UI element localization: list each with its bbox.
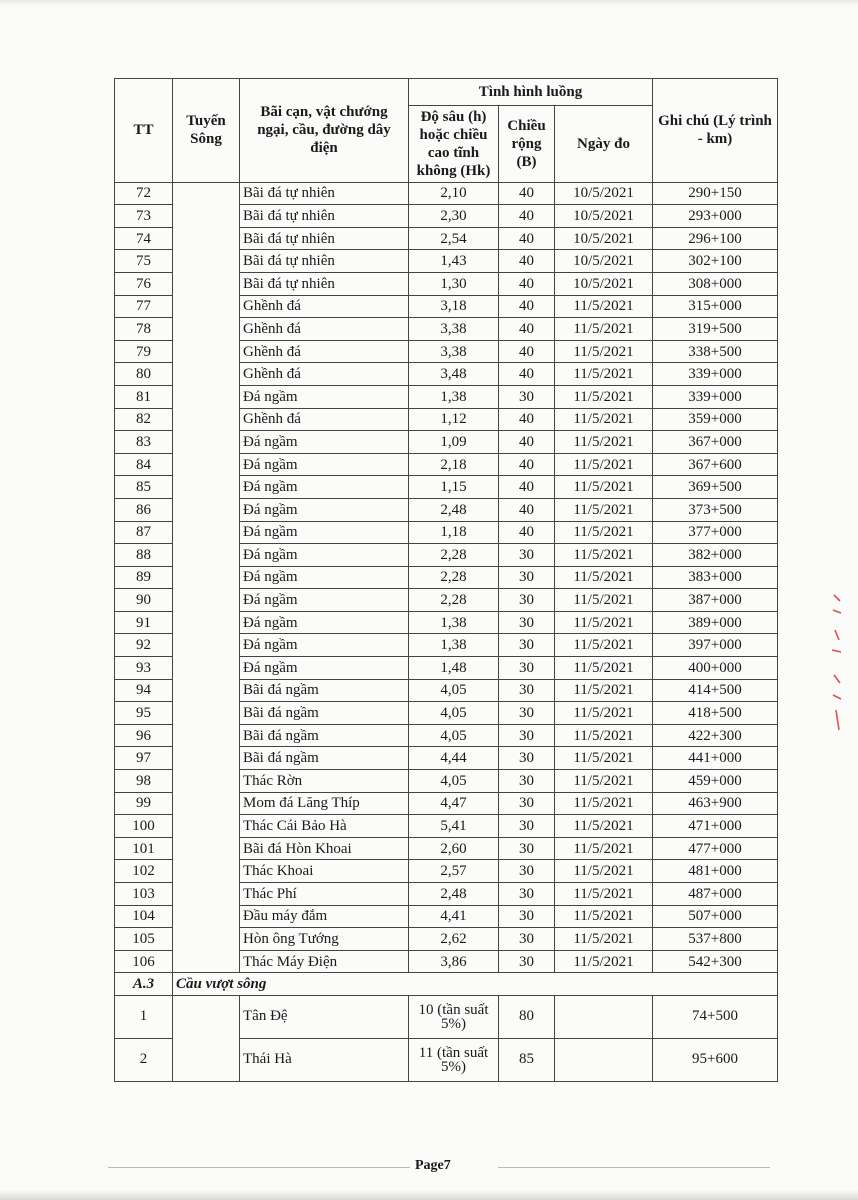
header-channel-status: Tình hình luồng: [409, 79, 653, 106]
survey-date: 11/5/2021: [555, 883, 653, 906]
row-number: 79: [115, 340, 173, 363]
obstacle-name: Ghềnh đá: [240, 408, 409, 431]
header-obstacle: Bãi cạn, vật chướng ngại, cầu, đường dây điện: [240, 79, 409, 183]
obstacle-name: Đá ngầm: [240, 498, 409, 521]
chainage-note: 367+000: [653, 431, 778, 454]
survey-date: 11/5/2021: [555, 837, 653, 860]
survey-date: 11/5/2021: [555, 611, 653, 634]
obstacle-name: Đá ngầm: [240, 566, 409, 589]
bridge-name: Tân Đệ: [240, 995, 409, 1038]
width-value: 30: [499, 385, 555, 408]
section-title: Cầu vượt sông: [173, 973, 778, 996]
row-number: 82: [115, 408, 173, 431]
depth-value: 1,38: [409, 611, 499, 634]
chainage-note: 481+000: [653, 860, 778, 883]
row-number: 81: [115, 385, 173, 408]
survey-date: 11/5/2021: [555, 815, 653, 838]
obstacle-name: Đá ngầm: [240, 385, 409, 408]
depth-value: 5,41: [409, 815, 499, 838]
obstacle-name: Đá ngầm: [240, 634, 409, 657]
row-number: 84: [115, 453, 173, 476]
obstacle-name: Hòn ông Tướng: [240, 928, 409, 951]
survey-date: 11/5/2021: [555, 634, 653, 657]
chainage-note: 296+100: [653, 227, 778, 250]
depth-value: 4,05: [409, 724, 499, 747]
chainage-note: 308+000: [653, 272, 778, 295]
row-number: 96: [115, 724, 173, 747]
obstacle-name: Đá ngầm: [240, 611, 409, 634]
obstacle-name: Thác Máy Điện: [240, 950, 409, 973]
depth-value: 2,10: [409, 182, 499, 205]
width-value: 30: [499, 792, 555, 815]
page-number: Page7: [415, 1158, 451, 1173]
chainage-note: 387+000: [653, 589, 778, 612]
survey-date: 10/5/2021: [555, 250, 653, 273]
survey-date: 11/5/2021: [555, 385, 653, 408]
survey-date: 11/5/2021: [555, 498, 653, 521]
chainage-note: 459+000: [653, 770, 778, 793]
width-value: 30: [499, 611, 555, 634]
row-number: 105: [115, 928, 173, 951]
survey-date: 10/5/2021: [555, 182, 653, 205]
chainage-note: 487+000: [653, 883, 778, 906]
width-value: 40: [499, 227, 555, 250]
survey-date: 11/5/2021: [555, 747, 653, 770]
chainage-note: 389+000: [653, 611, 778, 634]
survey-date: 11/5/2021: [555, 679, 653, 702]
obstacle-name: Bãi đá tự nhiên: [240, 182, 409, 205]
survey-date: 11/5/2021: [555, 770, 653, 793]
chainage-note: 477+000: [653, 837, 778, 860]
survey-date: 11/5/2021: [555, 521, 653, 544]
depth-value: 4,41: [409, 905, 499, 928]
depth-value: 4,44: [409, 747, 499, 770]
width-value: 40: [499, 272, 555, 295]
width-value: 40: [499, 295, 555, 318]
row-number: 101: [115, 837, 173, 860]
row-number: 89: [115, 566, 173, 589]
row-number: 76: [115, 272, 173, 295]
obstacle-name: Bãi đá ngầm: [240, 724, 409, 747]
header-width: Chiều rộng (B): [499, 105, 555, 182]
row-number: 85: [115, 476, 173, 499]
survey-date: 11/5/2021: [555, 928, 653, 951]
row-number: 90: [115, 589, 173, 612]
survey-date: 11/5/2021: [555, 408, 653, 431]
footer-rule-left: [108, 1167, 410, 1168]
width-value: 40: [499, 453, 555, 476]
page-bottom-edge: [0, 1190, 858, 1200]
width-value: 30: [499, 905, 555, 928]
depth-value: 2,30: [409, 205, 499, 228]
width-value: 30: [499, 702, 555, 725]
obstacle-name: Bãi đá ngầm: [240, 679, 409, 702]
chainage-note: 377+000: [653, 521, 778, 544]
width-value: 40: [499, 340, 555, 363]
chainage-note: 373+500: [653, 498, 778, 521]
row-number: 99: [115, 792, 173, 815]
bridge-row: [115, 995, 778, 1038]
row-number: 95: [115, 702, 173, 725]
page-footer: [0, 1158, 858, 1178]
obstacle-name: Bãi đá Hòn Khoai: [240, 837, 409, 860]
row-number: 83: [115, 431, 173, 454]
river-cell: [173, 182, 240, 973]
depth-value: 2,48: [409, 883, 499, 906]
survey-date: 11/5/2021: [555, 792, 653, 815]
row-number: 86: [115, 498, 173, 521]
obstacle-name: Bãi đá ngầm: [240, 702, 409, 725]
depth-value: 1,38: [409, 634, 499, 657]
width-value: 30: [499, 815, 555, 838]
row-number: 93: [115, 657, 173, 680]
depth-value: 2,62: [409, 928, 499, 951]
survey-date: [555, 1038, 653, 1081]
obstacle-name: Thác Rờn: [240, 770, 409, 793]
width-value: 40: [499, 408, 555, 431]
depth-value: 2,48: [409, 498, 499, 521]
width-value: 40: [499, 182, 555, 205]
obstacle-name: Đá ngầm: [240, 657, 409, 680]
row-number: 104: [115, 905, 173, 928]
chainage-note: 441+000: [653, 747, 778, 770]
survey-date: 11/5/2021: [555, 724, 653, 747]
survey-date: [555, 995, 653, 1038]
bridge-name: Thái Hà: [240, 1038, 409, 1081]
obstacle-name: Đầu máy đắm: [240, 905, 409, 928]
width-value: 30: [499, 928, 555, 951]
survey-date: 11/5/2021: [555, 340, 653, 363]
depth-value: 2,28: [409, 566, 499, 589]
depth-value: 1,12: [409, 408, 499, 431]
obstacle-name: Ghềnh đá: [240, 295, 409, 318]
chainage-note: 315+000: [653, 295, 778, 318]
row-number: 102: [115, 860, 173, 883]
depth-value: 1,15: [409, 476, 499, 499]
chainage-note: 397+000: [653, 634, 778, 657]
header-depth: Độ sâu (h) hoặc chiều cao tĩnh không (Hk): [409, 105, 499, 182]
row-number: 92: [115, 634, 173, 657]
depth-value: 2,18: [409, 453, 499, 476]
row-number: 80: [115, 363, 173, 386]
depth-value: 1,18: [409, 521, 499, 544]
width-value: 85: [499, 1038, 555, 1081]
row-number: 72: [115, 182, 173, 205]
obstacle-name: Đá ngầm: [240, 476, 409, 499]
margin-stamp-mark: [830, 590, 844, 740]
chainage-note: 382+000: [653, 544, 778, 567]
obstacle-name: Bãi đá tự nhiên: [240, 205, 409, 228]
clearance-value: 11 (tần suất 5%): [409, 1038, 499, 1081]
chainage-note: 95+600: [653, 1038, 778, 1081]
width-value: 80: [499, 995, 555, 1038]
survey-date: 11/5/2021: [555, 431, 653, 454]
survey-date: 10/5/2021: [555, 205, 653, 228]
depth-value: 1,43: [409, 250, 499, 273]
waterway-status-table: [114, 78, 778, 1082]
depth-value: 2,60: [409, 837, 499, 860]
width-value: 30: [499, 679, 555, 702]
table-row: [115, 182, 778, 205]
width-value: 40: [499, 205, 555, 228]
chainage-note: 542+300: [653, 950, 778, 973]
depth-value: 1,48: [409, 657, 499, 680]
row-number: 1: [115, 995, 173, 1038]
chainage-note: 537+800: [653, 928, 778, 951]
survey-date: 11/5/2021: [555, 702, 653, 725]
chainage-note: 319+500: [653, 318, 778, 341]
obstacle-name: Bãi đá tự nhiên: [240, 272, 409, 295]
obstacle-name: Đá ngầm: [240, 544, 409, 567]
header-note: Ghi chú (Lý trình - km): [653, 79, 778, 183]
width-value: 30: [499, 657, 555, 680]
row-number: 103: [115, 883, 173, 906]
width-value: 30: [499, 770, 555, 793]
chainage-note: 338+500: [653, 340, 778, 363]
obstacle-name: Ghềnh đá: [240, 318, 409, 341]
depth-value: 2,54: [409, 227, 499, 250]
obstacle-name: Đá ngầm: [240, 589, 409, 612]
survey-date: 10/5/2021: [555, 227, 653, 250]
header-tt: TT: [115, 79, 173, 183]
row-number: 77: [115, 295, 173, 318]
depth-value: 1,09: [409, 431, 499, 454]
width-value: 30: [499, 634, 555, 657]
chainage-note: 339+000: [653, 363, 778, 386]
width-value: 30: [499, 747, 555, 770]
depth-value: 1,38: [409, 385, 499, 408]
chainage-note: 400+000: [653, 657, 778, 680]
footer-rule-right: [498, 1167, 770, 1168]
survey-date: 11/5/2021: [555, 295, 653, 318]
header-date: Ngày đo: [555, 105, 653, 182]
width-value: 40: [499, 363, 555, 386]
obstacle-name: Bãi đá tự nhiên: [240, 250, 409, 273]
width-value: 40: [499, 498, 555, 521]
obstacle-name: Thác Khoai: [240, 860, 409, 883]
width-value: 30: [499, 724, 555, 747]
row-number: 74: [115, 227, 173, 250]
width-value: 30: [499, 950, 555, 973]
width-value: 30: [499, 883, 555, 906]
chainage-note: 290+150: [653, 182, 778, 205]
row-number: 73: [115, 205, 173, 228]
depth-value: 4,05: [409, 770, 499, 793]
survey-date: 11/5/2021: [555, 657, 653, 680]
row-number: 98: [115, 770, 173, 793]
obstacle-name: Đá ngầm: [240, 453, 409, 476]
row-number: 94: [115, 679, 173, 702]
section-row: [115, 973, 778, 996]
obstacle-name: Mom đá Lăng Thíp: [240, 792, 409, 815]
chainage-note: 302+100: [653, 250, 778, 273]
chainage-note: 369+500: [653, 476, 778, 499]
depth-value: 1,30: [409, 272, 499, 295]
chainage-note: 463+900: [653, 792, 778, 815]
depth-value: 3,38: [409, 340, 499, 363]
depth-value: 4,05: [409, 702, 499, 725]
width-value: 30: [499, 589, 555, 612]
width-value: 40: [499, 318, 555, 341]
page-top-edge: [0, 0, 858, 6]
header-river: Tuyến Sông: [173, 79, 240, 183]
depth-value: 4,05: [409, 679, 499, 702]
depth-value: 3,86: [409, 950, 499, 973]
width-value: 40: [499, 250, 555, 273]
row-number: 100: [115, 815, 173, 838]
survey-date: 10/5/2021: [555, 272, 653, 295]
chainage-note: 507+000: [653, 905, 778, 928]
width-value: 40: [499, 431, 555, 454]
chainage-note: 339+000: [653, 385, 778, 408]
chainage-note: 414+500: [653, 679, 778, 702]
survey-date: 11/5/2021: [555, 476, 653, 499]
survey-date: 11/5/2021: [555, 363, 653, 386]
width-value: 30: [499, 566, 555, 589]
obstacle-name: Đá ngầm: [240, 431, 409, 454]
row-number: 75: [115, 250, 173, 273]
width-value: 30: [499, 544, 555, 567]
river-cell: [173, 995, 240, 1081]
survey-date: 11/5/2021: [555, 860, 653, 883]
obstacle-name: Thác Phí: [240, 883, 409, 906]
obstacle-name: Thác Cái Bảo Hà: [240, 815, 409, 838]
depth-value: 3,48: [409, 363, 499, 386]
survey-date: 11/5/2021: [555, 950, 653, 973]
survey-date: 11/5/2021: [555, 589, 653, 612]
survey-date: 11/5/2021: [555, 566, 653, 589]
chainage-note: 383+000: [653, 566, 778, 589]
chainage-note: 293+000: [653, 205, 778, 228]
chainage-note: 367+600: [653, 453, 778, 476]
depth-value: 3,38: [409, 318, 499, 341]
section-code: A.3: [115, 973, 173, 996]
depth-value: 2,57: [409, 860, 499, 883]
survey-date: 11/5/2021: [555, 318, 653, 341]
depth-value: 3,18: [409, 295, 499, 318]
obstacle-name: Ghềnh đá: [240, 363, 409, 386]
depth-value: 2,28: [409, 544, 499, 567]
width-value: 40: [499, 476, 555, 499]
survey-date: 11/5/2021: [555, 905, 653, 928]
obstacle-name: Bãi đá tự nhiên: [240, 227, 409, 250]
row-number: 106: [115, 950, 173, 973]
survey-date: 11/5/2021: [555, 453, 653, 476]
table-body: [115, 182, 778, 1081]
width-value: 30: [499, 860, 555, 883]
row-number: 91: [115, 611, 173, 634]
row-number: 97: [115, 747, 173, 770]
chainage-note: 359+000: [653, 408, 778, 431]
chainage-note: 418+500: [653, 702, 778, 725]
obstacle-name: Ghềnh đá: [240, 340, 409, 363]
obstacle-name: Bãi đá ngầm: [240, 747, 409, 770]
depth-value: 4,47: [409, 792, 499, 815]
width-value: 30: [499, 837, 555, 860]
chainage-note: 471+000: [653, 815, 778, 838]
width-value: 40: [499, 521, 555, 544]
row-number: 2: [115, 1038, 173, 1081]
obstacle-name: Đá ngầm: [240, 521, 409, 544]
chainage-note: 422+300: [653, 724, 778, 747]
depth-value: 2,28: [409, 589, 499, 612]
chainage-note: 74+500: [653, 995, 778, 1038]
row-number: 78: [115, 318, 173, 341]
clearance-value: 10 (tần suất 5%): [409, 995, 499, 1038]
row-number: 88: [115, 544, 173, 567]
row-number: 87: [115, 521, 173, 544]
survey-date: 11/5/2021: [555, 544, 653, 567]
